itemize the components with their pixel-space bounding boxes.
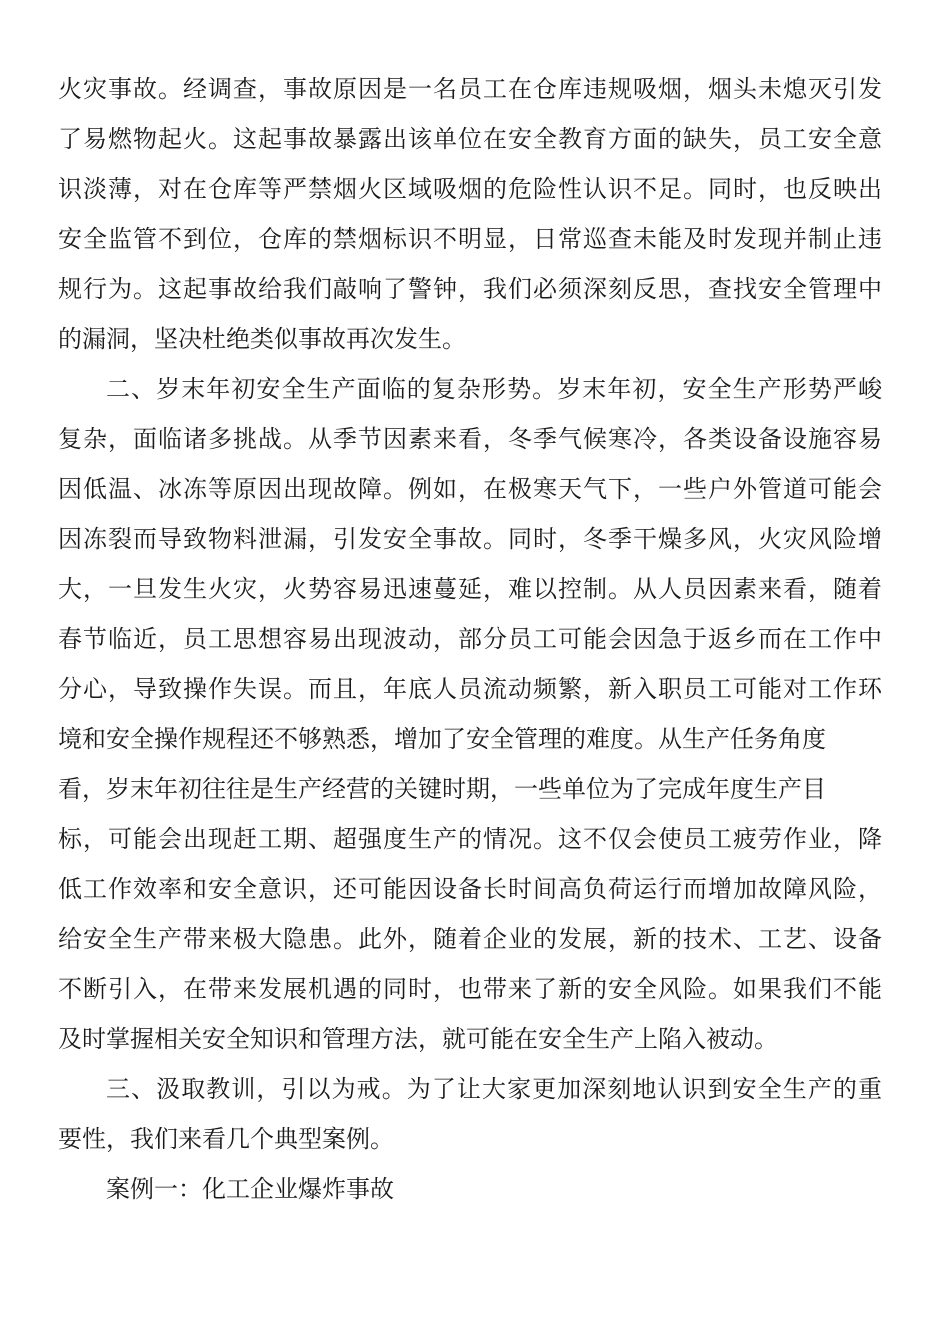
- document-page: [58, 64, 882, 1214]
- paragraph-fire-accident-analysis: [58, 64, 882, 364]
- text-line: 安全监管不到位，仓库的禁烟标识不明显，日常巡查未能及时发现并制止违: [58, 225, 882, 253]
- section-heading-line: 二、岁末年初安全生产面临的复杂形势。岁末年初，安全生产形势严峻: [106, 375, 882, 403]
- text-line: 因冻裂而导致物料泄漏，引发安全事故。同时，冬季干燥多风，火灾风险增: [58, 525, 882, 553]
- text-line: 低工作效率和安全意识，还可能因设备长时间高负荷运行而增加故障风险，: [58, 875, 882, 903]
- text-line: 境和安全操作规程还不够熟悉，增加了安全管理的难度。从生产任务角度: [58, 725, 826, 753]
- paragraph-section-two-situation: [58, 364, 882, 1064]
- text-line: 春节临近，员工思想容易出现波动，部分员工可能会因急于返乡而在工作中: [58, 625, 882, 653]
- text-line: 标，可能会出现赶工期、超强度生产的情况。这不仅会使员工疲劳作业，降: [58, 825, 882, 853]
- text-line: 规行为。这起事故给我们敲响了警钟，我们必须深刻反思，查找安全管理中: [58, 275, 882, 303]
- section-heading-line: 三、汲取教训，引以为戒。为了让大家更加深刻地认识到安全生产的重: [106, 1075, 882, 1103]
- text-line: 复杂，面临诸多挑战。从季节因素来看，冬季气候寒冷，各类设备设施容易: [58, 425, 882, 453]
- text-line: 及时掌握相关安全知识和管理方法，就可能在安全生产上陷入被动。: [58, 1025, 778, 1053]
- paragraph-case-one-title: [58, 1164, 882, 1214]
- text-line: 不断引入，在带来发展机遇的同时，也带来了新的安全风险。如果我们不能: [58, 975, 882, 1003]
- paragraph-section-three-lessons: [58, 1064, 882, 1164]
- case-title: 案例一：化工企业爆炸事故: [106, 1175, 394, 1203]
- text-line: 识淡薄，对在仓库等严禁烟火区域吸烟的危险性认识不足。同时，也反映出: [58, 175, 882, 203]
- text-line: 分心，导致操作失误。而且，年底人员流动频繁，新入职员工可能对工作环: [58, 675, 882, 703]
- text-line: 了易燃物起火。这起事故暴露出该单位在安全教育方面的缺失，员工安全意: [58, 125, 882, 153]
- text-line: 要性，我们来看几个典型案例。: [58, 1125, 394, 1153]
- text-line: 火灾事故。经调查，事故原因是一名员工在仓库违规吸烟，烟头未熄灭引发: [58, 75, 882, 103]
- text-line: 看，岁末年初往往是生产经营的关键时期，一些单位为了完成年度生产目: [58, 775, 826, 803]
- text-line: 给安全生产带来极大隐患。此外，随着企业的发展，新的技术、工艺、设备: [58, 925, 882, 953]
- text-line: 因低温、冰冻等原因出现故障。例如，在极寒天气下，一些户外管道可能会: [58, 475, 882, 503]
- text-line: 的漏洞，坚决杜绝类似事故再次发生。: [58, 325, 466, 353]
- text-line: 大，一旦发生火灾，火势容易迅速蔓延，难以控制。从人员因素来看，随着: [58, 575, 882, 603]
